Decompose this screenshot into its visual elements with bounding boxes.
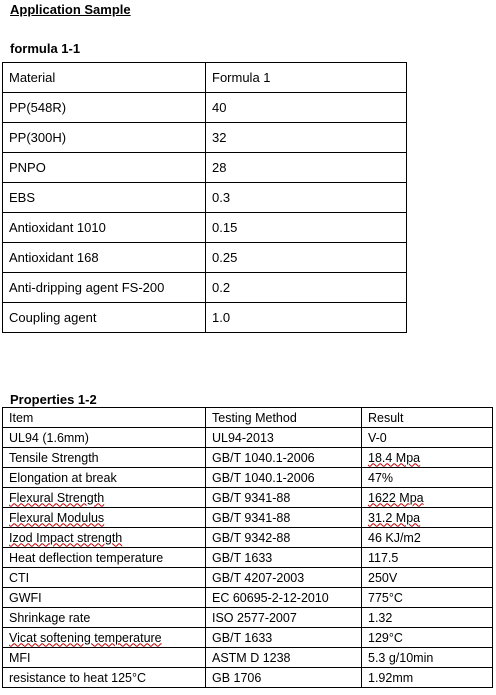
result-value: 18.4 Mpa [368, 450, 421, 465]
column-header-formula: Formula 1 [206, 63, 407, 93]
table-row [3, 548, 493, 568]
material-cell: PP(548R) [3, 93, 206, 123]
table-row [3, 528, 493, 548]
column-header-material: Material [3, 63, 206, 93]
item-cell: CTI [3, 568, 206, 588]
table-row [3, 508, 493, 528]
item-cell: Elongation at break [3, 468, 206, 488]
result-cell: 775°C [362, 588, 493, 608]
amount-cell: 32 [206, 123, 407, 153]
table-row [3, 213, 407, 243]
item-cell: resistance to heat 125°C [3, 668, 206, 688]
method-cell: UL94-2013 [206, 428, 362, 448]
table-row [3, 303, 407, 333]
item-cell [3, 508, 206, 528]
properties-heading: Properties 1-2 [10, 392, 97, 407]
method-cell: GB/T 9342-88 [206, 528, 362, 548]
material-cell: EBS [3, 183, 206, 213]
method-cell: GB/T 1040.1-2006 [206, 468, 362, 488]
table-row [3, 93, 407, 123]
result-cell [362, 488, 493, 508]
result-cell: 46 KJ/m2 [362, 528, 493, 548]
table-row [3, 428, 493, 448]
table-row [3, 568, 493, 588]
item-cell [3, 528, 206, 548]
method-cell: GB/T 9341-88 [206, 488, 362, 508]
amount-cell: 40 [206, 93, 407, 123]
item-cell: Heat deflection temperature [3, 548, 206, 568]
column-header-result: Result [362, 408, 493, 428]
method-cell: GB/T 9341-88 [206, 508, 362, 528]
material-cell: PNPO [3, 153, 206, 183]
method-cell: EC 60695-2-12-2010 [206, 588, 362, 608]
table-row [3, 668, 493, 688]
method-cell: ASTM D 1238 [206, 648, 362, 668]
table-row [3, 273, 407, 303]
item-value: Vicat softening temperature [9, 630, 162, 645]
method-cell: GB/T 1633 [206, 628, 362, 648]
method-cell: GB 1706 [206, 668, 362, 688]
material-cell: Antioxidant 168 [3, 243, 206, 273]
result-cell: 117.5 [362, 548, 493, 568]
result-cell: 250V [362, 568, 493, 588]
item-cell: Shrinkage rate [3, 608, 206, 628]
amount-cell: 0.15 [206, 213, 407, 243]
table-row [3, 488, 493, 508]
result-value: 1622 Mpa [368, 490, 424, 505]
amount-cell: 0.25 [206, 243, 407, 273]
table-row [3, 468, 493, 488]
formula-table [2, 62, 407, 333]
table-row [3, 608, 493, 628]
amount-cell: 28 [206, 153, 407, 183]
item-cell: Tensile Strength [3, 448, 206, 468]
method-cell: ISO 2577-2007 [206, 608, 362, 628]
item-value: Flexural Strength [9, 490, 105, 505]
table-row [3, 243, 407, 273]
result-cell: 47% [362, 468, 493, 488]
material-cell: Anti-dripping agent FS-200 [3, 273, 206, 303]
table-row [3, 588, 493, 608]
result-cell: 129°C [362, 628, 493, 648]
table-row [3, 628, 493, 648]
result-value: 31.2 Mpa [368, 510, 421, 525]
item-cell [3, 628, 206, 648]
table-header-row [3, 63, 407, 93]
result-cell: 1.32 [362, 608, 493, 628]
table-row [3, 448, 493, 468]
material-cell: Coupling agent [3, 303, 206, 333]
item-value: Izod Impact strength [9, 530, 123, 545]
result-cell [362, 508, 493, 528]
result-cell [362, 448, 493, 468]
table-row [3, 183, 407, 213]
table-row [3, 648, 493, 668]
result-cell: 1.92mm [362, 668, 493, 688]
formula-heading: formula 1-1 [10, 41, 81, 56]
item-value: Flexural Modulus [9, 510, 105, 525]
column-header-item: Item [3, 408, 206, 428]
result-cell: V-0 [362, 428, 493, 448]
properties-table [2, 407, 493, 688]
item-cell: UL94 (1.6mm) [3, 428, 206, 448]
material-cell: Antioxidant 1010 [3, 213, 206, 243]
amount-cell: 0.3 [206, 183, 407, 213]
result-cell: 5.3 g/10min [362, 648, 493, 668]
method-cell: GB/T 1633 [206, 548, 362, 568]
item-cell: MFI [3, 648, 206, 668]
table-row [3, 153, 407, 183]
method-cell: GB/T 4207-2003 [206, 568, 362, 588]
material-cell: PP(300H) [3, 123, 206, 153]
column-header-testing-method: Testing Method [206, 408, 362, 428]
table-row [3, 123, 407, 153]
item-cell: GWFI [3, 588, 206, 608]
page-title: Application Sample [10, 2, 131, 17]
item-cell [3, 488, 206, 508]
amount-cell: 0.2 [206, 273, 407, 303]
method-cell: GB/T 1040.1-2006 [206, 448, 362, 468]
amount-cell: 1.0 [206, 303, 407, 333]
table-header-row [3, 408, 493, 428]
